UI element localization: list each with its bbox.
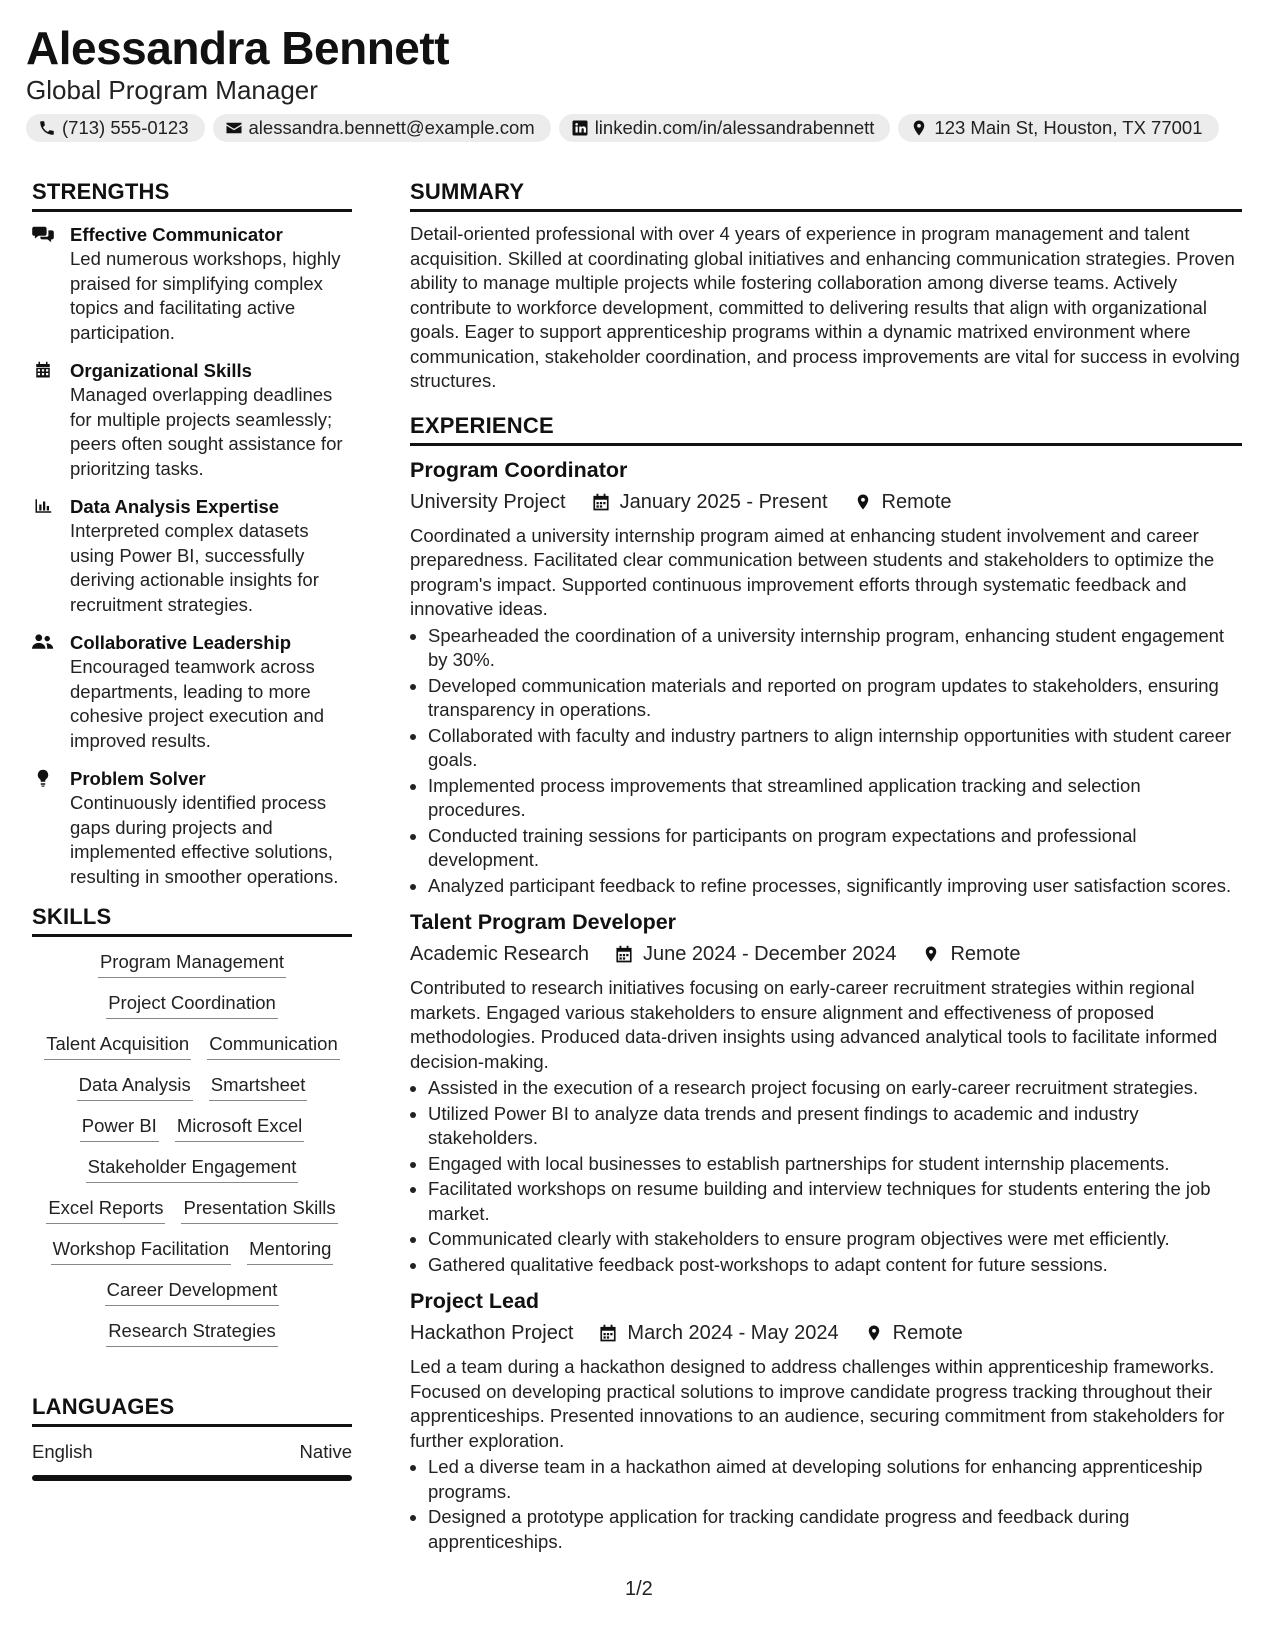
job-description: Led a team during a hackathon designed to address challenges within apprenticeship frameworks. Focused on developing practical solutions to improve candidate progress tracking throughout their apprenticeships. Presented innovations to an audience, securing commitment from stakeholders for further exploration. [410, 1356, 1225, 1451]
job-dates: January 2025 - Present [619, 490, 828, 513]
languages-heading: LANGUAGES [32, 1393, 352, 1427]
job-bullet: • Led a diverse team in a hackathon aimed at developing solutions for enhancing apprenticeship programs. [428, 1455, 1242, 1504]
strength-title: Collaborative Leadership [70, 632, 292, 653]
job-bullet: • Designed a prototype application for tracking candidate progress and feedback during apprenticeships. [428, 1505, 1242, 1554]
contact-bar [26, 114, 1256, 142]
strength-item [32, 358, 352, 481]
job-dates: March 2024 - May 2024 [627, 1322, 839, 1344]
calendar-icon [615, 944, 633, 964]
strength-desc: Continuously identified process gaps during projects and implemented effective solutions, resulting in smoother operations. [70, 792, 339, 887]
strength-title: Organizational Skills [70, 360, 252, 381]
job-entry [410, 1287, 1242, 1554]
job-bullet: • Spearheaded the coordination of a university internship program, enhancing student engagement by 30%. [428, 624, 1242, 673]
job-org: Academic Research [410, 943, 589, 965]
job-org: University Project [410, 490, 566, 513]
skill-tag: Smartsheet [209, 1074, 308, 1101]
job-bullet: • Implemented process improvements that streamlined application tracking and selection procedures. [428, 774, 1242, 823]
phone-icon [38, 119, 56, 137]
skill-tag: Talent Acquisition [44, 1033, 191, 1060]
skills-list [32, 947, 352, 1347]
skill-tag: Project Coordination [106, 992, 278, 1019]
contact-linkedin[interactable] [559, 114, 891, 142]
language-level-bar [32, 1475, 352, 1481]
skill-tag: Excel Reports [46, 1197, 165, 1224]
contact-address-text: 123 Main St, Houston, TX 77001 [934, 117, 1203, 138]
summary-heading: SUMMARY [410, 178, 1242, 212]
map-pin-icon [854, 492, 872, 512]
job-entry [410, 456, 1242, 899]
skill-tag: Stakeholder Engagement [86, 1156, 299, 1183]
map-pin-icon [922, 944, 940, 964]
language-row [32, 1441, 352, 1463]
map-pin-icon [910, 119, 928, 137]
candidate-name: Alessandra Bennett [26, 22, 450, 74]
strength-title: Data Analysis Expertise [70, 496, 280, 517]
skill-tag: Power BI [80, 1115, 159, 1142]
skill-tag: Presentation Skills [181, 1197, 337, 1224]
skill-tag: Mentoring [247, 1238, 333, 1265]
strength-title: Effective Communicator [70, 224, 283, 245]
strength-desc: Managed overlapping deadlines for multiple projects seamlessly; peers often sought assistance for prioritzing tasks. [70, 384, 343, 479]
job-bullet: • Utilized Power BI to analyze data trends and present findings to academic and industry stakeholders. [428, 1102, 1242, 1151]
strength-item [32, 494, 352, 617]
strength-desc: Led numerous workshops, highly praised for simplifying complex topics and facilitating active participation. [70, 248, 341, 343]
linkedin-icon [571, 119, 589, 137]
strength-item [32, 222, 352, 345]
contact-email-text: alessandra.bennett@example.com [248, 117, 535, 138]
job-bullet: • Assisted in the execution of a research project focusing on early-career recruitment strategies. [428, 1076, 1242, 1101]
page-indicator: 1/2 [625, 1578, 653, 1600]
experience-heading: EXPERIENCE [410, 412, 1242, 446]
job-org: Hackathon Project [410, 1322, 574, 1344]
lightbulb-icon [32, 769, 54, 787]
strength-desc: Interpreted complex datasets using Power BI, successfully deriving actionable insights for recruitment strategies. [70, 520, 319, 615]
job-bullet: • Collaborated with faculty and industry partners to align internship opportunities with student career goals. [428, 724, 1242, 773]
contact-linkedin-text: linkedin.com/in/alessandrabennett [594, 117, 875, 138]
job-title: Program Coordinator [410, 457, 628, 482]
job-meta [410, 1319, 1242, 1347]
calendar-icon [599, 1323, 617, 1343]
skill-tag: Career Development [105, 1279, 280, 1306]
job-meta [410, 488, 1242, 516]
bar-chart-icon [32, 497, 54, 515]
job-location: Remote [950, 943, 1021, 965]
skill-tag: Research Strategies [106, 1320, 278, 1347]
contact-address[interactable] [898, 114, 1218, 142]
contact-phone[interactable] [26, 114, 205, 142]
job-location: Remote [892, 1322, 963, 1344]
skill-tag: Data Analysis [77, 1074, 193, 1101]
envelope-icon [225, 119, 243, 137]
resume-header [26, 22, 1256, 142]
language-level: Native [299, 1441, 352, 1462]
skill-tag: Program Management [98, 951, 286, 978]
contact-phone-text: (713) 555-0123 [62, 117, 189, 138]
job-bullet: • Analyzed participant feedback to refine processes, significantly improving user satisfaction scores. [428, 874, 1242, 899]
language-name: English [32, 1441, 93, 1462]
job-bullet: • Facilitated workshops on resume building and interview techniques for students entering the job market. [428, 1177, 1242, 1226]
strength-item [32, 766, 352, 889]
job-title: Project Lead [410, 1289, 540, 1313]
job-bullets [410, 1455, 1242, 1554]
job-entry [410, 908, 1242, 1277]
job-bullet: • Communicated clearly with stakeholders to ensure program objectives were met efficiently. [428, 1227, 1242, 1252]
job-bullet: • Gathered qualitative feedback post-workshops to adapt content for future sessions. [428, 1253, 1242, 1278]
job-bullet: • Conducted training sessions for participants on program expectations and professional development. [428, 824, 1242, 873]
calendar-icon [32, 361, 54, 379]
contact-email[interactable] [213, 114, 551, 142]
job-description: Coordinated a university internship program aimed at enhancing student involvement and career preparedness. Facilitated clear communication between students and stakeholders to optimize the program's impact. Supported continuous improvement efforts through systematic feedback and innovative ideas. [410, 524, 1215, 619]
right-column [410, 178, 1242, 1555]
job-description: Contributed to research initiatives focusing on early-career recruitment strategies within regional markets. Engaged various stakeholders to ensure alignment and effectiveness of proposed methodologies. Produced data-driven insights using advanced analytical tools to facilitate informed decision-making. [410, 977, 1218, 1072]
skill-tag: Microsoft Excel [175, 1115, 304, 1142]
job-bullets [410, 1076, 1242, 1277]
job-bullet: • Developed communication materials and reported on program updates to stakeholders, ensuring transparency in operations. [428, 674, 1242, 723]
map-pin-icon [865, 1323, 883, 1343]
job-dates: June 2024 - December 2024 [642, 943, 897, 965]
candidate-role: Global Program Manager [26, 75, 318, 105]
summary-text: Detail-oriented professional with over 4 years of experience in program management and talent acquisition. Skilled at coordinating global initiatives and enhancing communication strategies. Proven ability to manage multiple projects while fostering collaboration among diverse teams. Actively contribute to workforce development, committed to delivering results that align with organizational goals. Eager to support apprenticeship programs within a dynamic matrixed environment where communication, stakeholder coordination, and process improvements are vital for success in evolving structures. [410, 223, 1240, 391]
strength-desc: Encouraged teamwork across departments, leading to more cohesive project execution and improved results. [70, 656, 325, 751]
job-meta [410, 940, 1242, 968]
strength-item [32, 630, 352, 753]
left-column [32, 178, 352, 1481]
skills-heading: SKILLS [32, 903, 352, 937]
calendar-icon [592, 492, 610, 512]
strengths-heading: STRENGTHS [32, 178, 352, 212]
job-location: Remote [881, 490, 952, 513]
job-bullet: • Engaged with local businesses to establish partnerships for student internship placements. [428, 1152, 1242, 1177]
job-bullets [410, 624, 1242, 899]
job-title: Talent Program Developer [410, 910, 677, 934]
skill-tag: Workshop Facilitation [51, 1238, 232, 1265]
strength-title: Problem Solver [70, 768, 206, 789]
users-icon [32, 633, 54, 651]
comments-icon [32, 225, 54, 243]
skill-tag: Communication [207, 1033, 340, 1060]
